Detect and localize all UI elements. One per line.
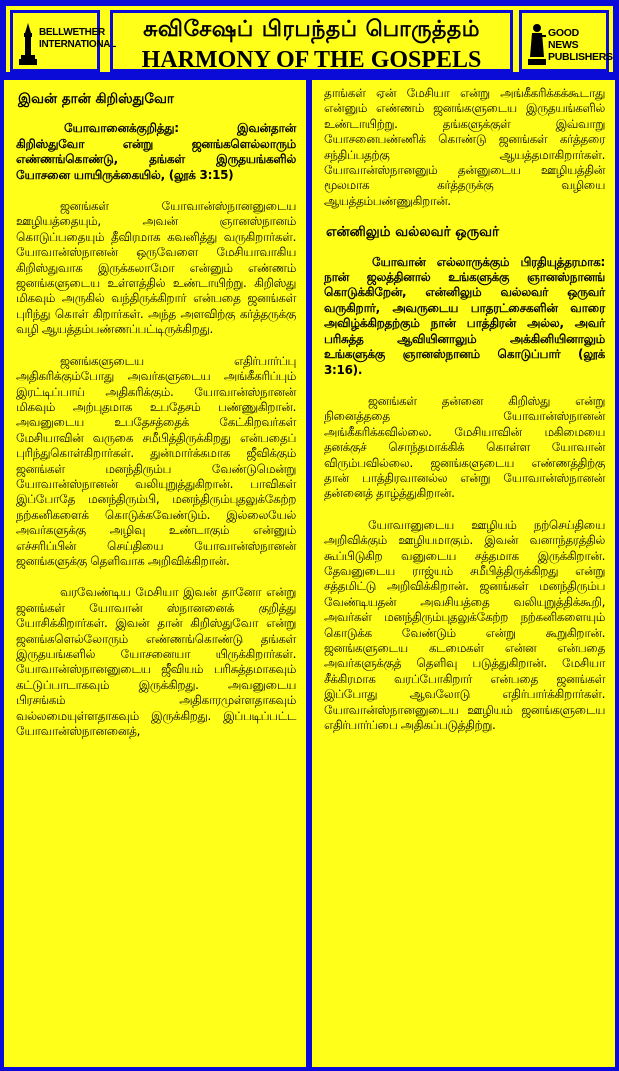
bellwether-logo-text: BELLWETHER INTERNATIONAL (39, 27, 117, 50)
bell-tower-icon (19, 23, 37, 67)
trumpet-figure-icon (528, 23, 546, 67)
good-news-logo (519, 10, 613, 72)
good-news-logo-text: GOOD NEWS PUBLISHERS (548, 27, 613, 63)
scripture-quote: யோவானைக்குறித்து: இவன்தான் கிறிஸ்துவோ என்று ஜனங்களெல்லாரும் எண்ணங்கொண்டு, தங்கள் இருதயங்களில் யோசனை யாயிருக்கையில், (லூக் 3:15) (16, 121, 296, 182)
page-title-english: HARMONY OF THE GOSPELS (141, 47, 482, 73)
title-box (110, 10, 513, 72)
page-title-tamil: சுவிசேஷப் பிரபந்தப் பொருத்தம் (143, 17, 480, 42)
section-heading: இவன் தான் கிறிஸ்துவோ (18, 91, 174, 107)
left-column (4, 80, 306, 1067)
scripture-quote: யோவான் எல்லாருக்கும் பிரதியுத்தரமாக: நான் ஜலத்தினால் உங்களுக்கு ஞானஸ்நானங் கொடுக்கிறேன், என்னிலும் வல்லவர் ஒருவர் வருகிறார், அவருடைய பாதரட்சைகளின் வாரை அவிழ்க்கிறதற்கும் நான் பாத்திரன் அல்ல, அவர் பரிசுத்த ஆவியினாலும் அக்கினியினாலும் உங்களுக்கு ஞானஸ்நானம் கொடுப்பார் (லூக் 3:16). (324, 254, 605, 377)
bellwether-logo (10, 10, 117, 72)
paragraph: யோவானுடைய ஊழியம் நற்செய்தியை அறிவிக்கும் ஊழியமாகும். இவன் வனாந்தரத்தில் கூப்பிடுகிற வனுடைய சத்தமாக இருக்கிறான். தேவனுடைய ராஜ்யம் சமீபித்திருக்கிறது என்று சத்தமிட்டு அறிவிக்கிறான். ஜனங்கள் மனந்திரும்ப வேண்டியதன் அவசியத்தை வலியுறுத்திக்கூறி, அவர்கள் மனந்திரும்புதலுக்கேற்ற நற்கனிகளையும் கொடுக்க வேண்டும் என்று கூறுகிறான். ஜனங்களுடைய கடமைகள் என்ன என்பதை அவர்களுக்குத் தெளிவு படுத்துகிறான். மேசியா சீக்கிரமாக வரப்போகிறார் என்பதை ஜனங்கள் இப்போது ஆவலோடு எதிர்பார்க்கிறார்கள். யோவான்ஸ்நானனுடைய ஊழியம் ஜனங்களுடைய எதிர்பார்ப்பை அதிகப்படுத்திற்று. (324, 517, 605, 733)
section-heading: என்னிலும் வல்லவர் ஒருவர் (326, 224, 500, 241)
paragraph: ஜனங்கள் யோவான்ஸ்நானனுடைய ஊழியத்தையும், அவன் ஞானஸ்நானம் கொடுப்பதையும் தீவிரமாக கவனித்து வருகிறார்கள். யோவான்ஸ்நானன் ஒருவேளை மேசியாவாகிய கிறிஸ்துவாக இருக்கலாமோ என்னும் எண்ணம் ஜனங்களுடைய உள்ளத்தில் உண்டாயிற்று. கிறிஸ்து மிகவும் அருகில் வந்திருக்கிறார் என்பதை ஜனங்கள் புரிந்து கொள் கிறார்கள். அந்த அளவிற்கு கர்த்தருக்கு வழி ஆயத்தம்பண்ணப்பட்டிருக்கிறது. (16, 199, 296, 337)
paragraph: ஜனங்களுடைய எதிர்பார்ப்பு அதிகரிக்கும்போது அவர்களுடைய அங்கீகரிப்பும் இரட்டிப்பாய் அதிகரிக்கும். யோவான்ஸ்நானன் மிகவும் அற்புதமாக உபதேசம் பண்ணுகிறான். அவனுடைய உபதேசத்தைக் கேட்கிறவர்கள் மேசியாவின் வருகை சமீபித்திருக்கிறது என்பதைப் புரிந்துகொள்கிறார்கள். துன்மார்க்கமாக ஜீவிக்கும் ஜனங்கள் மனந்திரும்ப வேண்டுமென்று யோவான்ஸ்நானன் வலியுறுத்துகிறான். பாவிகள் இப்போதே மனந்திரும்பி, மனந்திரும்புதலுக்கேற்ற நற்கனிகளைக் கொடுக்கவேண்டும். இல்லையேல் அவர்களுக்கு அழிவு உண்டாகும் என்னும் எச்சரிப்பின் செய்தியை யோவான்ஸ்நானன் ஜனங்களுக்கு தெளிவாக அறிவிக்கிறான். (16, 353, 296, 568)
right-column (312, 80, 615, 1067)
paragraph: ஜனங்கள் தன்னை கிறிஸ்து என்று நினைத்ததை யோவான்ஸ்நானன் அங்கீகரிக்கவில்லை. மேசியாவின் மகிமையை தனக்குச் சொந்தமாக்கிக் கொள்ள யோவான் விரும்பவில்லை. ஜனங்களுடைய எண்ணத்திற்கு தான் பாத்திரவானல்ல என்று யோவான்ஸ்நானன் தன்னைத் தாழ்த்துகிறான். (324, 393, 605, 501)
paragraph: வரவேண்டிய மேசியா இவன் தானோ என்று ஜனங்கள் யோவான் ஸ்நானனைக் குறித்து யோசிக்கிறார்கள். இவன் தான் கிறிஸ்துவோ என்று ஜனங்களெல்லோரும் எண்ணங்கொண்டு தங்கள் இருதயங்களில் யோசனையா யிருக்கிறார்கள். யோவான்ஸ்நானனுடைய ஜீவியம் பரிசுத்தமாகவும் கட்டுப்பாடாகவும் இருக்கிறது. அவனுடைய பிரசங்கம் அதிகாரமுள்ளதாகவும் வல்லமையுள்ளதாகவும் இருக்கிறது. இப்படிப்பட்ட யோவான்ஸ்நானனைத், (16, 585, 296, 739)
page-header (4, 4, 615, 74)
paragraph-continued: தாங்கள் ஏன் மேசியா என்று அங்கீகரிக்கக்கூடாது என்னும் எண்ணம் ஜனங்களுடைய இருதயங்களில் உண்டாயிற்று. தங்களுக்குள் இவ்வாறு யோசனைபண்ணிக் கொண்டு ஜனங்கள் கர்த்தரை சந்திப்பதற்கு ஆயத்தமாகிறார்கள். யோவான்ஸ்நானனும் தன்னுடைய ஊழியத்தின் மூலமாக கர்த்தருக்கு வழியை ஆயத்தம்பண்ணுகிறான். (324, 86, 605, 208)
